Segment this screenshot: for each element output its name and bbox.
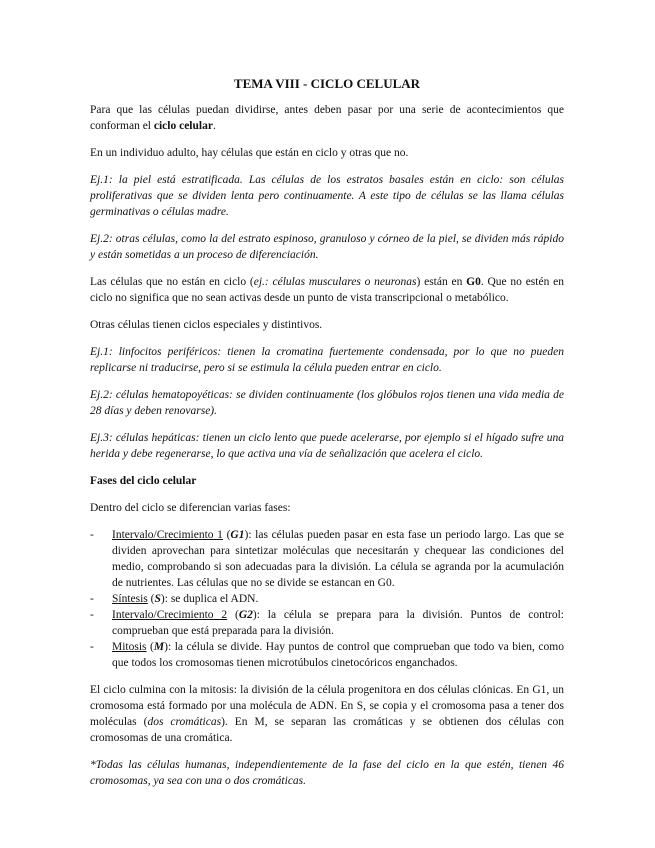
phase-item-m bbox=[90, 639, 564, 671]
phases-list bbox=[90, 527, 564, 671]
phase-item-s bbox=[90, 591, 564, 607]
special-example-1: Ej.1: linfocitos periféricos: tienen la cromatina fuertemente condensada, por lo que no pueden replicarse ni traducirse, pero si se estimula la célula pueden entrar en ciclo. bbox=[90, 346, 564, 374]
phase-item-g2 bbox=[90, 607, 564, 639]
intro-text: Para que las células puedan dividirse, antes deben pasar por una serie de acontecimientos que conforman el bbox=[90, 104, 564, 132]
phase-name: Intervalo/Crecimiento 1 bbox=[112, 529, 223, 541]
example-1-paragraph: Ej.1: la piel está estratificada. Las células de los estratos basales están en ciclo: son células proliferativas que se dividen lenta pero continuamente. A este tipo de células se las llama células germinativas o células madre. bbox=[90, 174, 564, 218]
phase-paren-open: ( bbox=[147, 593, 155, 605]
phase-paren-close: ) bbox=[160, 593, 165, 605]
phase-name: Intervalo/Crecimiento 2 bbox=[112, 609, 228, 621]
phase-paren-close: ) bbox=[244, 529, 249, 541]
phase-abbr: M bbox=[153, 641, 165, 653]
list-dash: - bbox=[90, 609, 94, 621]
phase-item-g1 bbox=[90, 527, 564, 591]
g0-text-2: ) están en bbox=[416, 276, 467, 288]
mitosis-text-1: El ciclo culmina con la mitosis: la división de la célula progenitora en dos células clónicas. En G1, un cromosoma está formado por una molécula de ADN. En S, se copia y el cromosoma pasa a tener dos moléculas ( bbox=[90, 684, 564, 728]
g0-bold-term: G0 bbox=[466, 276, 481, 288]
phase-name: Mitosis bbox=[112, 641, 147, 653]
phase-paren-close: ) bbox=[252, 609, 257, 621]
list-dash: - bbox=[90, 529, 94, 541]
g0-paragraph bbox=[90, 274, 564, 306]
mitosis-paragraph bbox=[90, 682, 564, 746]
adult-paragraph: En un individuo adulto, hay células que están en ciclo y otras que no. bbox=[90, 147, 409, 159]
phase-name: Síntesis bbox=[112, 593, 148, 605]
phase-abbr: S bbox=[154, 593, 161, 605]
list-dash: - bbox=[90, 593, 94, 605]
phase-description: : la célula se divide. Hay puntos de control que comprueban que todo va bien, como que todos los cromosomas tienen microtúbulos cinetocóricos enganchados. bbox=[112, 641, 564, 669]
list-dash: - bbox=[90, 641, 94, 653]
g0-text-1: Las células que no están en ciclo ( bbox=[90, 276, 254, 288]
mitosis-italic-term: dos cromáticas bbox=[147, 716, 222, 728]
phase-abbr: G2 bbox=[238, 609, 253, 621]
phase-description: : se duplica el ADN. bbox=[164, 593, 259, 605]
g0-text-3: . Que no estén en ciclo no significa que no sean activas desde un punto de vista transcripcional o metabólico. bbox=[90, 276, 564, 304]
example-2-paragraph: Ej.2: otras células, como la del estrato espinoso, granuloso y córneo de la piel, se dividen más rápido y están sometidas a un proceso de diferenciación. bbox=[90, 233, 564, 261]
phase-description: : las células pueden pasar en esta fase un periodo largo. Las que se dividen aprovechan para sintetizar moléculas que necesitarán y chequear las condiciones del medio, comprobando si son adecuadas para la división. La célula se agranda por la acumulación de nutrientes. Las células que no se divide se estancan en G0. bbox=[112, 529, 564, 589]
special-example-2: Ej.2: células hematopoyéticas: se dividen continuamente (los glóbulos rojos tienen una vida media de 28 días y deben renovarse). bbox=[90, 389, 564, 417]
phase-description: : la célula se prepara para la división. Puntos de control: comprueban que está preparada para la división. bbox=[112, 609, 565, 637]
phase-abbr: G1 bbox=[230, 529, 245, 541]
intro-paragraph bbox=[90, 102, 564, 134]
phase-paren-close: ) bbox=[164, 641, 168, 653]
intro-end: . bbox=[212, 120, 216, 132]
g0-italic-example: ej.: células musculares o neuronas bbox=[253, 276, 417, 288]
mitosis-text-2: ). En M, se separan las cromáticas y se obtienen dos células con cromosomas de una cromática. bbox=[90, 716, 565, 744]
intro-bold-term: ciclo celular bbox=[153, 120, 213, 132]
phase-paren-open: ( bbox=[222, 529, 231, 541]
page-title: TEMA VIII - CICLO CELULAR bbox=[233, 76, 421, 91]
document-body bbox=[90, 76, 564, 800]
phase-paren-open: ( bbox=[146, 641, 154, 653]
phases-intro: Dentro del ciclo se diferencian varias fases: bbox=[90, 502, 291, 514]
phase-paren-open: ( bbox=[227, 609, 239, 621]
section-heading-phases: Fases del ciclo celular bbox=[90, 475, 197, 487]
special-cycles-paragraph: Otras células tienen ciclos especiales y distintivos. bbox=[90, 319, 323, 331]
special-example-3: Ej.3: células hepáticas: tienen un ciclo lento que puede acelerarse, por ejemplo si el hígado sufre una herida y debe regenerarse, lo que activa una vía de señalización que acelera el ciclo. bbox=[90, 432, 564, 460]
footnote-paragraph: *Todas las células humanas, independientemente de la fase del ciclo en la que estén, tienen 46 cromosomas, ya sea con una o dos cromáticas. bbox=[90, 759, 564, 787]
